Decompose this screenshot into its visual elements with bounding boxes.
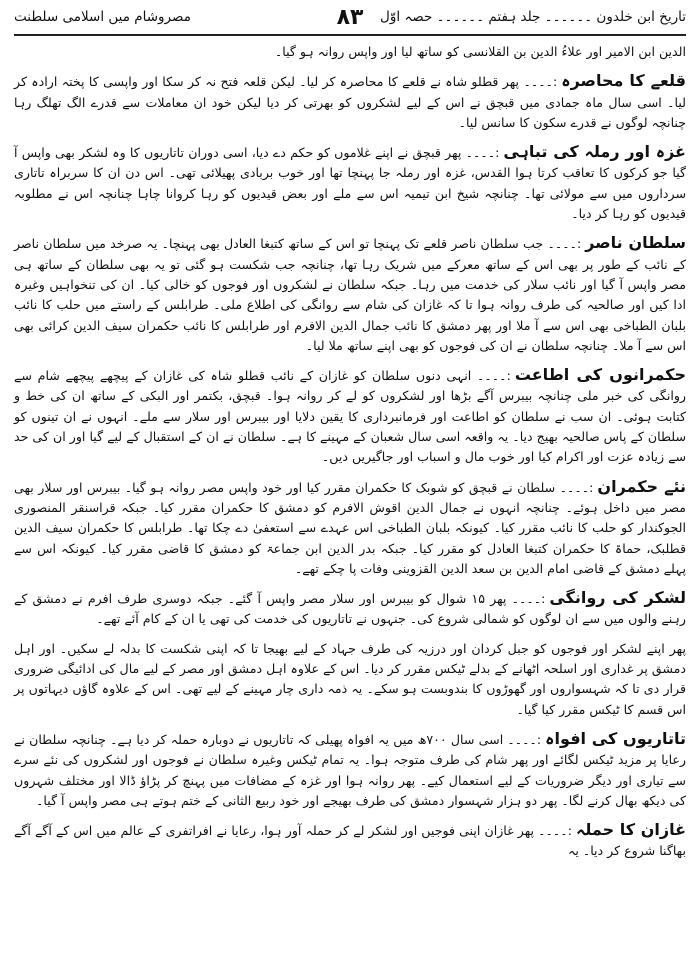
- section-rulers-obedience: [14, 365, 686, 467]
- page-body: [14, 36, 686, 862]
- section-heading: قلعے کا محاصرہ: [561, 71, 687, 91]
- chapter-title: مصروشام میں اسلامی سلطنت: [14, 9, 191, 25]
- section-tatar-rumour: [14, 729, 686, 811]
- heading-dots: :۔۔۔۔: [507, 731, 542, 747]
- page-number: ۸۳: [336, 4, 364, 30]
- section-text: پھر غازان اپنی فوجیں اور لشکر لے کر حملہ آور ہوا، رعایا نے افراتفری کے عالم میں اس کے آگے آگے بھاگنا شروع کر دیا۔ یہ: [14, 823, 686, 859]
- section-text: سلطان نے قبچق کو شوبک کا حکمران مقرر کیا اور خود واپس مصر روانہ ہو گیا۔ بیبرس اور سلار بھی مصر میں داخل ہوئے۔ چنانچہ انہوں نے جمال الدین اقوش الافرم کو دمشق کا حکمران مقرر کیا۔ جبکہ قراسنقر المنصوری الجوکندار کو حلب کا نائب مقرر کیا۔ کیونکہ بلبان الطباخی اس عہدے سے استعفیٰ دے چکا تھا۔ طرابلس کا حکمران سیف الدین قطلبک، حماۃ کا حکمران کتبغا العادل کو مقرر کیا۔ جبکہ بدر الدین ابن جماعۃ کو دمشق کا قاضی مقرر کیا۔ کیونکہ اس سے پہلے دمشق کے قاضی امام الدین بن سعد الدین القزوینی وفات پا چکے تھے۔: [14, 479, 686, 576]
- heading-dots: :۔۔۔۔: [559, 479, 594, 495]
- section-heading: غازان کا حملہ: [575, 820, 687, 840]
- section-heading: غزہ اور رملہ کی تباہی: [503, 142, 686, 162]
- continued-paragraph: الدین ابن الامیر اور علاءُ الدین بن القلانسی کو ساتھ لیا اور واپس روانہ ہو گیا۔: [274, 44, 686, 59]
- section-text: پھر قطلو شاہ نے قلعے کا محاصرہ کر لیا۔ لیکن قلعہ فتح نہ کر سکا اور واپسی کا پختہ ارادہ کر لیا۔ اسی سال ماہ جمادی میں قبچق نے اس کے لیے لشکروں کو بھرتی کر دیا لیکن خود ان معاملات سے قدرے الگ تھلگ رہا چنانچہ لوگوں نے قدرے سکون کا سانس لیا۔: [14, 74, 686, 130]
- heading-dots: :۔۔۔۔: [477, 368, 511, 384]
- page-header: [14, 0, 686, 36]
- section-heading: نئے حکمران: [597, 476, 686, 496]
- heading-dots: :۔۔۔۔: [538, 823, 572, 839]
- book-title-volume: تاریخ ابن خلدون ۔۔۔۔۔۔ جلد ہفتم ۔۔۔۔۔۔ حصہ اوّل: [380, 9, 686, 25]
- section-text: پھر قبچق نے اپنے غلاموں کو حکم دے دیا، اسی دوران تاتاریوں کا وہ لشکر بھی واپس آ گیا جو کرکوں کا تعاقب کرتا ہوا القدس، غزہ اور رملہ جا پہنچا تھا اور خوب بربادی پھیلائی تھی۔ اس دن ان کا سربراہ تاتاری سرداروں میں سے مولائی تھا۔ چنانچہ شیخ ابن تیمیہ اس سے ملے اور بعض قیدیوں کو رہا کروانا چاہا چنانچہ اس نے مطلوبہ قیدیوں کو رہا کر دیا۔: [14, 145, 686, 222]
- section-heading: لشکر کی روانگی: [549, 588, 686, 608]
- section-text: جب سلطان ناصر قلعے تک پہنچا تو اس کے ساتھ کتبغا العادل بھی پہنچا۔ یہ صرخد میں سلطان ناصر کے نائب کے طور پر بھی اس کے ساتھ معرکے میں شریک رہا تھا، چنانچہ جب شکست ہو گئی تو یہ بھی سلطان کے ساتھ ہی مصر واپس آ گیا اور نائب سلار کی خدمت میں رہا۔ جبکہ سلطان نے لشکروں اور فوجوں کو خالی کیا۔ ان کی تنخواہیں وغیرہ ادا کیں اور صالحیہ کی طرف روانہ ہوا تا کہ غازان کی شام سے روانگی کی اطلاع ملی۔ طرابلس کے راستے میں حلب کا نائب بلبان الطباخی بھی اس سے آ ملا اور پھر دمشق کا نائب جمال الدین الافرم اور طرابلس کا نائب حکمران سیف الدین کرائی بھی اس سے آ ملا۔ چنانچہ سلطان نے ان کی فوجوں کو بھی اپنے ساتھ ملا لیا۔: [14, 236, 686, 353]
- section-gaza-ramla: [14, 142, 686, 224]
- section-fort-siege: [14, 71, 686, 133]
- section-heading: سلطان ناصر: [585, 233, 687, 253]
- section-text: پھر ۱۵ شوال کو بیبرس اور سلار مصر واپس آ گئے۔ جبکہ دوسری طرف افرم نے دمشق کے رہنے والوں میں سے ان لوگوں کو شمالی شروع کی۔ جنہوں نے تاتاریوں کی خدمت کی تھی یا ان کے کام آئے تھے۔: [14, 591, 686, 627]
- section-text: اسی سال ۷۰۰ھ میں یہ افواہ پھیلی کہ تاتاریوں نے دوبارہ حملہ کر دیا ہے۔ چنانچہ سلطان نے رعایا پر مزید ٹیکس لگائے اور پھر شام کی طرف متوجہ ہوا۔ یہ تمام ٹیکس وغیرہ سلطان نے فوجوں اور لشکروں کی نئے سرے سے تیاری اور دیگر ضروریات کے لیے استعمال کیے۔ پھر روانہ ہوا اور غزہ کے مضافات میں پہنچ کر پڑاؤ ڈالا اور مختلف شہروں کی دیکھ بھال کرنے لگا۔ پھر دو ہزار شہسوار دمشق کی طرف بھیجے اور خود ربیع الثانی کے ختم ہوتے ہی مصر واپس آ گیا۔: [14, 731, 686, 808]
- section-army-departure: [14, 588, 686, 630]
- section-text: انہی دنوں سلطان کو غازان کے نائب قطلو شاہ کی غازان کے پیچھے پیچھے شام سے روانگی کی خبر ملی چنانچہ بیبرس آگے بڑھا اور لشکروں کو لے کر روانہ ہوا۔ قبچق، بکتمر اور البکی کے ساتھ ان کی خط و کتابت ہوئی۔ ان سب نے سلطان کو اطاعت اور فرمانبرداری کا یقین دلایا اور بیبرس اور سلار سے ملے۔ انہوں نے ان تینوں کو سلطان کے پاس صالحیہ بھیج دیا۔ یہ واقعہ اسی سال شعبان کے مہینے کا ہے۔ سلطان نے ان کے استقبال کے لیے گیا اور ان کی حد سے زیادہ عزت اور اکرام کیا اور خوب مال و اسباب اور جاگیریں دیں۔: [14, 368, 686, 465]
- section-ghazan-attack: [14, 820, 686, 862]
- section-heading: حکمرانوں کی اطاعت: [514, 365, 687, 385]
- heading-dots: :۔۔۔۔: [465, 145, 500, 161]
- heading-dots: :۔۔۔۔: [523, 74, 558, 90]
- section-heading: تاتاریوں کی افواہ: [545, 728, 686, 748]
- section-continued-taxes: [14, 639, 686, 720]
- section-sultan-nasir: [14, 233, 686, 356]
- heading-dots: :۔۔۔۔: [511, 591, 546, 607]
- section-text: پھر اپنے لشکر اور فوجوں کو جبل کردان اور درزیہ کی طرف جہاد کے لیے بھیجا تا کہ اپنی شکست کا بدلہ لے سکیں۔ اور اہل دمشق پر غداری اور اسلحہ اٹھانے کے بدلے ٹیکس مقرر کر دیا۔ اس کے علاوہ اہل دمشق اور مصر کے لیے مال کی ادائیگی ضروری قرار دی تا کہ شہسواروں اور گھوڑوں کا بندوبست ہو سکے۔ یہ ذمہ داری چار مہینے کے لیے تھی۔ اس کے علاوہ گاؤں دیہاتوں پر اس قسم کا ٹیکس مقرر کیا گیا۔: [14, 640, 686, 717]
- section-new-rulers: [14, 477, 686, 579]
- heading-dots: :۔۔۔۔: [547, 236, 582, 252]
